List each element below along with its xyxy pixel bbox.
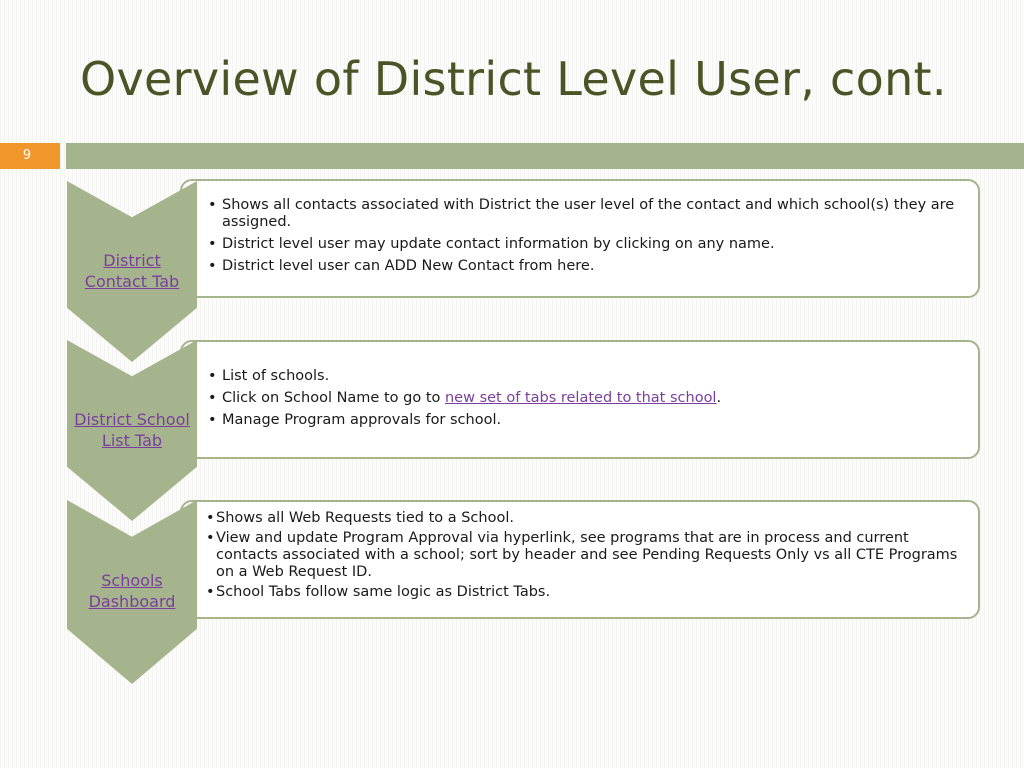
district-school-list-tab-card bbox=[180, 340, 980, 459]
bullet-text: Click on School Name to go to bbox=[222, 390, 445, 406]
bullet-item: • Shows all Web Requests tied to a School. bbox=[204, 510, 970, 527]
bullet-item bbox=[206, 390, 970, 407]
school-tabs-link[interactable]: new set of tabs related to that school bbox=[444, 390, 717, 406]
link-label-line1: District School bbox=[74, 410, 190, 429]
bullet-item: • District level user may update contact information by clicking on any name. bbox=[206, 236, 970, 253]
schools-dashboard-card bbox=[180, 500, 980, 619]
bullet-item: • School Tabs follow same logic as District Tabs. bbox=[204, 584, 970, 601]
bullet-item: • Shows all contacts associated with District the user level of the contact and which school(s) they are assigned. bbox=[206, 197, 970, 231]
bullet-item: • List of schools. bbox=[206, 368, 970, 385]
link-label-line1: Schools bbox=[101, 571, 163, 590]
slide-title: Overview of District Level User, cont. bbox=[80, 52, 947, 106]
district-contact-tab-link[interactable] bbox=[67, 250, 197, 292]
bullet-item: • Manage Program approvals for school. bbox=[206, 412, 970, 429]
link-label-line2: Dashboard bbox=[88, 592, 176, 611]
slide-number-box bbox=[0, 143, 60, 169]
schools-dashboard-link[interactable] bbox=[67, 570, 197, 612]
link-label-line1: District bbox=[103, 251, 161, 270]
bullet-item: • View and update Program Approval via hyperlink, see programs that are in process and current contacts associated with a school; sort by header and see Pending Requests Only vs all CTE Programs on a Web Request ID. bbox=[204, 530, 970, 581]
district-school-list-tab-link[interactable] bbox=[67, 409, 197, 451]
link-label-line2: List Tab bbox=[101, 431, 163, 450]
bullet-list bbox=[182, 181, 978, 275]
slide-number: 9 bbox=[22, 148, 32, 163]
bullet-text: . bbox=[716, 390, 722, 406]
header-accent-bar bbox=[66, 143, 1024, 169]
bullet-item: • District level user can ADD New Contact from here. bbox=[206, 258, 970, 275]
bullet-list bbox=[182, 342, 978, 429]
bullet-list bbox=[182, 502, 978, 601]
district-contact-tab-card bbox=[180, 179, 980, 298]
link-label-line2: Contact Tab bbox=[84, 272, 180, 291]
